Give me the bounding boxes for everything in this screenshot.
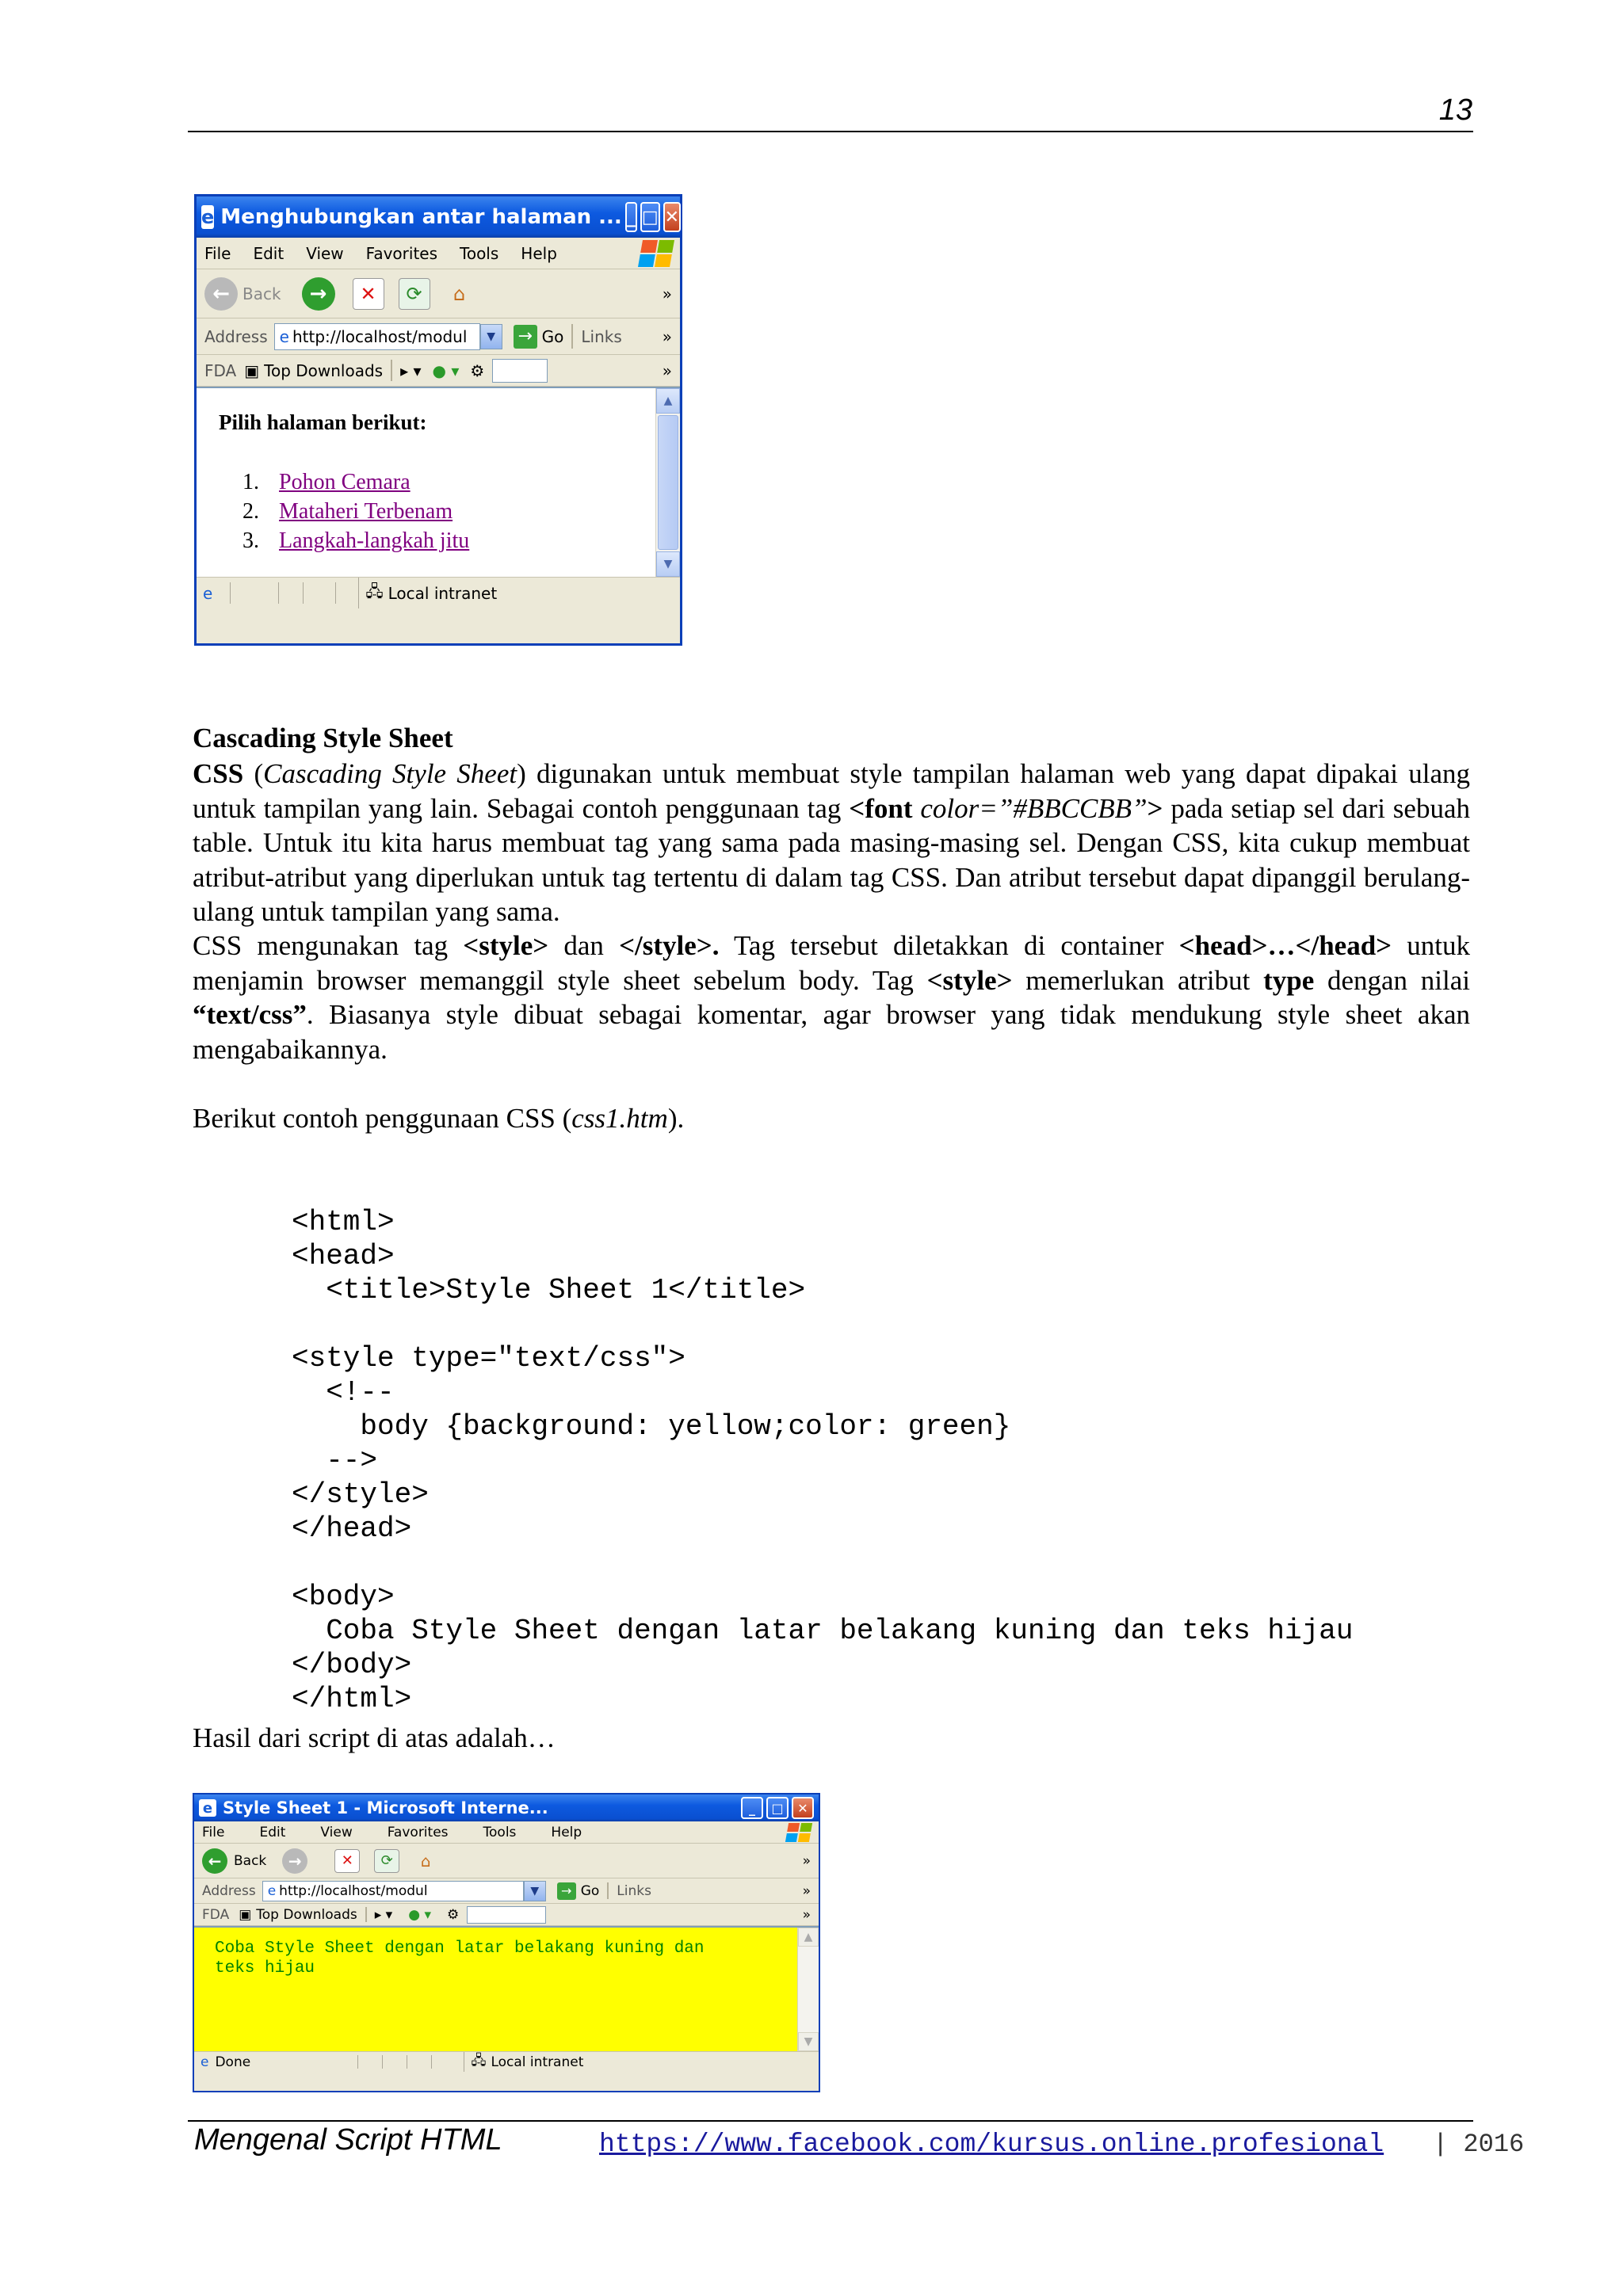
window-title: Style Sheet 1 - Microsoft Interne... [223,1798,548,1817]
page-icon: e [267,1882,277,1899]
page-content [194,1926,819,2051]
links-chevron[interactable]: » [802,1882,811,1899]
media-icon[interactable]: ▸ ▾ [400,360,422,380]
footer-link[interactable]: https://www.facebook.com/kursus.online.profesional [599,2130,1384,2159]
minimize-button[interactable]: _ [625,202,637,232]
address-url: http://localhost/modul [279,1882,428,1899]
scroll-up-icon[interactable]: ▲ [656,388,680,414]
close-button[interactable]: ✕ [663,202,681,232]
list-item: 2. Mataheri Terbenam [242,499,453,524]
paragraph-2: CSS mengunakan tag <style> dan </style>. Tag tersebut diletakkan di container <head>…</head> untuk menjamin browser memanggil style sheet sebelum body. Tag <style> memerlukan atribut type dengan nilai “text/css”. Biasanya style dibuat sebagai komentar, agar browser yang tidak mendukung style sheet akan mengabaikannya. [193,930,1470,1065]
settings-icon[interactable]: ⚙ [446,1906,460,1923]
menu-file[interactable]: File [202,1824,225,1840]
stop-icon[interactable]: ✕ [334,1849,360,1873]
link-list [242,467,469,555]
paragraph-4: Hasil dari script di atas adalah… [193,1722,556,1753]
address-dropdown-icon[interactable]: ▼ [480,324,502,349]
menu-file[interactable]: File [204,243,231,263]
back-label[interactable]: Back [234,1852,267,1869]
intranet-icon: 🖧 [471,2053,487,2069]
list-item: 3. Langkah-langkah jitu [242,528,470,553]
address-input[interactable] [262,1881,524,1901]
menu-bar [194,1821,819,1844]
maximize-button[interactable]: □ [766,1797,789,1819]
home-icon[interactable]: ⌂ [453,282,466,305]
page-number: 13 [1438,93,1472,127]
minimize-button[interactable]: _ [741,1797,763,1819]
code-line [292,1307,1353,1341]
link-langkah-langkah-jitu[interactable]: Langkah-langkah jitu [279,528,470,553]
scroll-down-icon[interactable]: ▼ [656,551,680,577]
fda-label: FDA [202,1906,230,1923]
paragraph-3: Berikut contoh penggunaan CSS (css1.htm). [193,1103,685,1134]
code-line: </body> [292,1649,412,1681]
page-icon: e [279,326,289,346]
code-line: --> [292,1444,378,1477]
address-url: http://localhost/modul [292,326,468,346]
scroll-thumb[interactable] [658,415,678,550]
links-toolbar [197,355,680,387]
menu-edit[interactable]: Edit [253,243,285,263]
menu-favorites[interactable]: Favorites [387,1824,449,1840]
go-label[interactable]: Go [541,326,564,346]
page-status-icon: e [200,2054,209,2070]
address-input[interactable] [274,323,480,350]
content-heading: Pilih halaman berikut: [219,410,427,434]
menu-view[interactable]: View [306,243,344,263]
code-line: </html> [292,1683,412,1715]
scroll-up-icon[interactable]: ▲ [798,1928,819,1947]
refresh-icon[interactable]: ⟳ [374,1849,399,1873]
close-button[interactable]: ✕ [792,1797,814,1819]
menu-favorites[interactable]: Favorites [365,243,438,263]
go-arrow-icon[interactable]: → [557,1882,576,1900]
code-line: <html> [292,1206,395,1238]
list-item: 1. Pohon Cemara [242,470,411,494]
links-toolbar [194,1904,819,1926]
toolbar-chevron[interactable]: » [662,284,672,303]
media-icon[interactable]: ▸ ▾ [374,1906,393,1923]
section-title: Cascading Style Sheet [193,723,453,753]
back-label[interactable]: Back [242,284,281,303]
fda-label: FDA [204,360,237,380]
maximize-button[interactable]: □ [640,202,660,232]
search-box[interactable] [467,1906,546,1924]
downloads-icon: ▣ [244,360,260,380]
top-downloads-link[interactable]: Top Downloads [256,1906,357,1923]
toolbar-chevron[interactable]: » [802,1852,811,1869]
status-bar [194,2051,819,2072]
menu-tools[interactable]: Tools [460,243,499,263]
forward-arrow-icon[interactable]: → [302,277,335,311]
stop-icon[interactable]: ✕ [353,278,384,310]
intranet-icon: 🖧 [365,581,384,601]
links-bar-chevron[interactable]: » [802,1906,811,1923]
settings-icon[interactable]: ⚙ [470,360,485,380]
back-arrow-icon[interactable]: ← [202,1848,227,1874]
page-status-icon: e [203,583,213,603]
zone-label: Local intranet [491,2054,584,2070]
standard-toolbar [194,1844,819,1878]
address-bar [197,318,680,355]
go-arrow-icon[interactable]: → [514,325,537,349]
code-line: <!-- [292,1376,395,1409]
windows-logo-icon [638,240,674,267]
menu-help[interactable]: Help [551,1824,582,1840]
links-label[interactable]: Links [617,1882,651,1899]
menu-edit[interactable]: Edit [259,1824,286,1840]
content-text: Coba Style Sheet dengan latar belakang kuning dan teks hijau [215,1939,705,1978]
footer-year: | 2016 [1433,2130,1525,2159]
top-downloads-link[interactable]: Top Downloads [264,360,384,380]
home-icon[interactable]: ⌂ [420,1851,431,1871]
standard-toolbar [197,269,680,318]
footer-title: Mengenal Script HTML [194,2123,502,2157]
links-label[interactable]: Links [581,326,622,346]
paragraph-1: CSS (Cascading Style Sheet) digunakan untuk membuat style tampilan halaman web yang dapat dipakai ulang untuk tampilan yang lain. Sebagai contoh penggunaan tag <font color=”#BBCCBB”> pada setiap sel dari sebuah table. Untuk itu kita harus membuat tag yang sama pada masing-masing sel. Dengan CSS, kita cukup membuat atribut-atribut yang diperlukan untuk tag tertentu di dalam tag CSS. Dan atribut tersebut dapat dipanggil berulang-ulang untuk tampilan yang sama. [193,758,1471,927]
browser-window-2 [193,1793,820,2092]
zone-label: Local intranet [388,583,498,603]
menu-help[interactable]: Help [521,243,557,263]
status-text: Done [215,2054,251,2070]
page-content [197,387,680,577]
code-line: <head> [292,1240,395,1272]
link-pohon-cemara[interactable]: Pohon Cemara [279,470,411,494]
window-title: Menghubungkan antar halaman ... [220,205,622,229]
menu-view[interactable]: View [320,1824,353,1840]
vertical-scrollbar[interactable] [655,388,680,577]
downloads-icon: ▣ [239,1906,252,1923]
code-line: body {background: yellow;color: green} [292,1410,1011,1443]
refresh-icon[interactable]: ⟳ [399,278,430,310]
green-dot-icon[interactable]: ● ▾ [408,1906,431,1923]
address-dropdown-icon[interactable]: ▼ [524,1881,546,1901]
title-bar[interactable] [194,1794,819,1821]
title-bar[interactable] [197,196,680,238]
code-line: </style> [292,1478,429,1511]
windows-logo-icon [785,1823,812,1842]
address-label: Address [204,326,268,346]
footer-rule [188,2120,1473,2122]
code-line [292,1546,1353,1580]
code-line: <title>Style Sheet 1</title> [292,1274,806,1306]
go-label[interactable]: Go [580,1882,600,1899]
ie-icon: e [201,206,215,228]
links-bar-chevron[interactable]: » [662,360,672,380]
links-chevron[interactable]: » [662,326,672,346]
address-bar [194,1878,819,1904]
menu-tools[interactable]: Tools [483,1824,517,1840]
scroll-down-icon[interactable]: ▼ [798,2032,819,2051]
forward-arrow-icon[interactable]: → [282,1848,307,1874]
search-box[interactable] [492,359,548,383]
ie-icon: e [199,1799,216,1817]
address-label: Address [202,1882,256,1899]
code-line: Coba Style Sheet dengan latar belakang kuning dan teks hijau [292,1615,1354,1647]
status-bar [197,577,680,608]
code-line: <body> [292,1581,395,1613]
green-dot-icon[interactable]: ● ▾ [432,360,460,380]
link-mataheri-terbenam[interactable]: Mataheri Terbenam [279,499,453,524]
back-arrow-icon[interactable]: ← [204,277,238,311]
menu-bar [197,238,680,269]
code-sample [292,1171,1353,1750]
code-line: <style type="text/css"> [292,1342,685,1375]
header-rule [188,131,1473,132]
vertical-scrollbar[interactable] [797,1928,819,2051]
browser-window-1 [194,194,682,646]
code-line: </head> [292,1512,412,1545]
